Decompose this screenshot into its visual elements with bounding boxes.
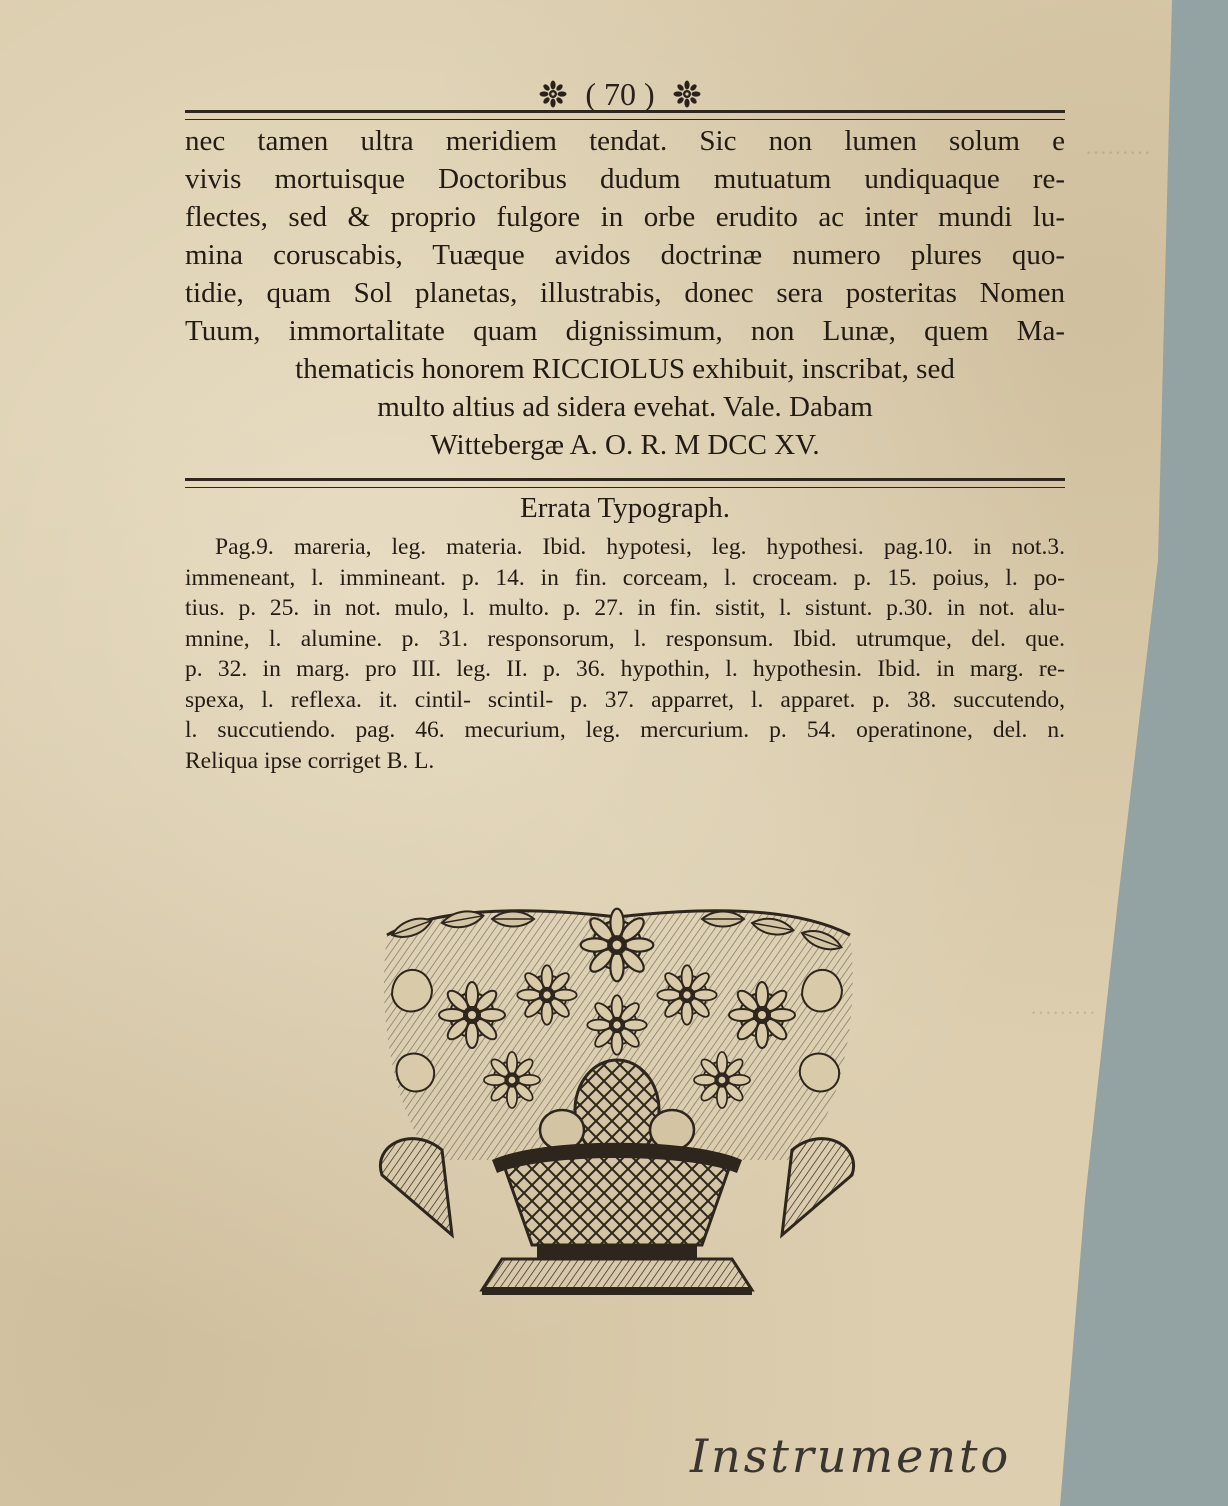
text-line: vivis mortuisque Doctoribus dudum mutuatum undiquaque re- xyxy=(185,163,1065,195)
header-rule xyxy=(185,110,1065,120)
errata-line: immeneant, l. immineant. p. 14. in fin. corceam, l. croceam. p. 15. poius, l. po- xyxy=(185,564,1065,591)
errata-line: spexa, l. reflexa. it. cintil- scintil- p. 37. apparret, l. apparet. p. 38. succutendo, xyxy=(185,686,1065,713)
text-line: flectes, sed & proprio fulgore in orbe erudito ac inter mundi lu- xyxy=(185,201,1065,233)
fleuron-icon xyxy=(539,80,567,108)
section-rule xyxy=(185,478,1065,488)
text-line: nec tamen ultra meridiem tendat. Sic non lumen solum e xyxy=(185,125,1065,157)
handwritten-text: Instrumento xyxy=(690,1429,1012,1483)
text-line: mina coruscabis, Tuæque avidos doctrinæ numero plures quo- xyxy=(185,239,1065,271)
errata-line: Pag.9. mareria, leg. materia. Ibid. hypotesi, leg. hypothesi. pag.10. in not.3. xyxy=(215,534,1065,560)
handwritten-note xyxy=(685,1420,1055,1490)
errata-line: l. succutiendo. pag. 46. mecurium, leg. mercurium. p. 54. operatinone, del. n. xyxy=(185,717,1065,743)
errata-list xyxy=(185,532,1065,776)
text-line: thematicis honorem RICCIOLUS exhibuit, inscribat, sed xyxy=(295,353,955,385)
errata-line: Reliqua ipse corriget B. L. xyxy=(185,747,435,774)
fleuron-icon xyxy=(673,80,701,108)
text-line: Tuum, immortalitate quam dignissimum, non Lunæ, quem Ma- xyxy=(185,315,1065,347)
page-header xyxy=(500,74,740,114)
text-line: tidie, quam Sol planetas, illustrabis, donec sera posteritas Nomen xyxy=(185,277,1065,309)
errata-line: mnine, l. alumine. p. 31. responsorum, l. responsum. Ibid. utrumque, del. que. xyxy=(185,625,1065,652)
text-line: multo altius ad sidera evehat. Vale. Dabam xyxy=(377,391,873,423)
dateline: Wittebergæ A. O. R. M DCC XV. xyxy=(430,429,820,461)
errata-title: Errata Typograph. xyxy=(519,492,731,524)
errata-line: p. 32. in marg. pro III. leg. II. p. 36. hypothin, l. hypothesin. Ibid. in marg. re- xyxy=(185,656,1065,682)
body-paragraph xyxy=(185,122,1065,464)
page-number: ( 70 ) xyxy=(585,75,655,112)
errata-line: tius. p. 25. in not. mulo, l. multo. p. 27. in fin. sistit, l. sistunt. p.30. in not. alu- xyxy=(185,595,1065,621)
flower-basket-woodcut xyxy=(372,905,862,1300)
